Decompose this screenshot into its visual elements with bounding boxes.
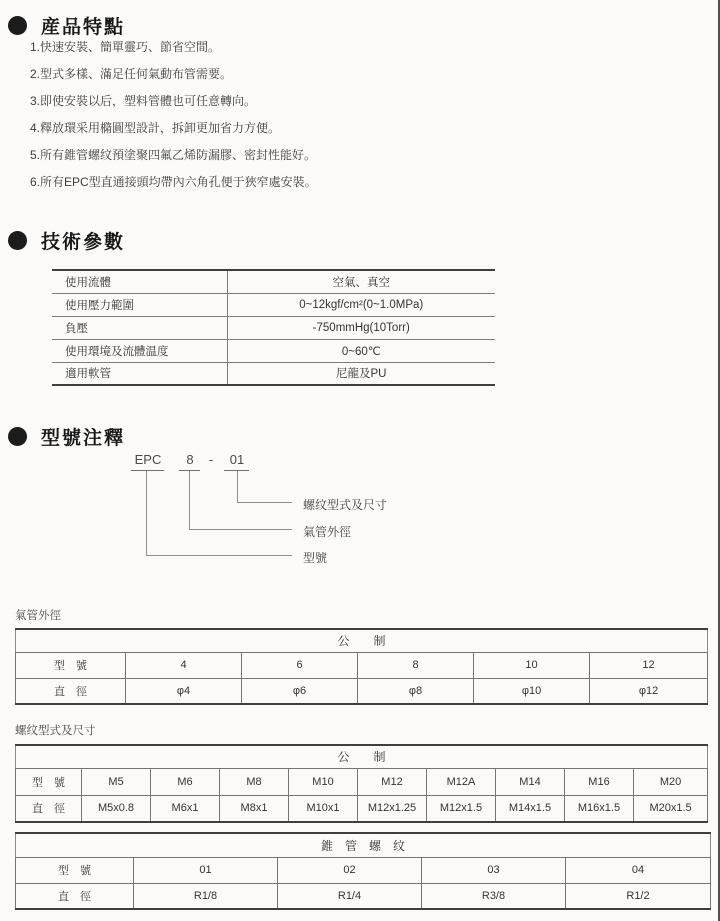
bullet-icon (8, 427, 27, 446)
table-cell: M5x0.8 (82, 795, 151, 822)
table-cell: φ8 (358, 678, 474, 704)
table-cell: M10 (289, 768, 358, 795)
thread-table (15, 744, 708, 823)
param-label: 負壓 (52, 316, 227, 339)
param-label: 使用壓力範圍 (52, 293, 227, 316)
table-cell: M6 (151, 768, 220, 795)
model-code-dash: - (208, 452, 214, 467)
param-label: 適用軟管 (52, 362, 227, 385)
table-cell: M14x1.5 (496, 795, 565, 822)
feature-item: 4.釋放環采用橢圓型設計，拆卸更加省力方便。 (30, 121, 281, 135)
table-row (16, 745, 708, 768)
table-cell: M12 (358, 768, 427, 795)
table-row (52, 270, 495, 293)
table-cell: 03 (422, 857, 566, 883)
table-cell: φ6 (242, 678, 358, 704)
table-cell: φ12 (590, 678, 708, 704)
table-cell: φ10 (474, 678, 590, 704)
feature-item: 1.快速安裝、簡單靈巧、節省空間。 (30, 40, 221, 54)
connector-line (189, 471, 190, 529)
param-value: -750mmHg(10Torr) (227, 316, 495, 339)
table-row (16, 629, 708, 652)
row-header: 直 徑 (16, 883, 134, 909)
table-cell: 4 (126, 652, 242, 678)
connector-line (237, 471, 238, 502)
table-cell: R1/8 (134, 883, 278, 909)
table-cell: M16x1.5 (565, 795, 634, 822)
table-row (16, 678, 708, 704)
param-value: 尼龍及PU (336, 368, 387, 381)
table-cell: M12x1.25 (358, 795, 427, 822)
table-cell: M8 (220, 768, 289, 795)
table-cell: 04 (566, 857, 711, 883)
param-value: 0~60℃ (227, 339, 495, 362)
diagram-label-model: 型號 (303, 551, 328, 565)
features-list (30, 41, 317, 203)
group-header: 公 制 (16, 745, 708, 768)
tube-od-table (15, 628, 708, 705)
row-header: 型 號 (16, 652, 126, 678)
model-code-size: 8 (186, 452, 194, 467)
table-cell: M10x1 (289, 795, 358, 822)
model-code-thread: 01 (229, 452, 245, 467)
table-row (52, 293, 495, 316)
section-title: 型號注釋 (41, 428, 126, 449)
table-cell: R3/8 (422, 883, 566, 909)
table-cell: 12 (590, 652, 708, 678)
feature-item: 2.型式多樣、滿足任何氣動布管需要。 (30, 67, 233, 81)
table-cell: M8x1 (220, 795, 289, 822)
param-label: 使用流體 (52, 270, 227, 293)
table-row (52, 362, 495, 385)
taper-thread-table (15, 832, 711, 910)
underline (131, 470, 164, 471)
row-header: 直 徑 (16, 795, 82, 822)
table-cell: M5 (82, 768, 151, 795)
section-header-params (8, 227, 125, 254)
model-code-prefix: EPC (134, 452, 162, 467)
table-cell: M6x1 (151, 795, 220, 822)
table-cell: 02 (278, 857, 422, 883)
table-cell: 01 (134, 857, 278, 883)
table-row (16, 652, 708, 678)
connector-line (189, 529, 292, 530)
table-cell: M20 (634, 768, 708, 795)
table-row (16, 795, 708, 822)
table-cell: 10 (474, 652, 590, 678)
table-cell: M20x1.5 (634, 795, 708, 822)
diagram-label-tube: 氣管外徑 (303, 525, 352, 539)
table-cell: 6 (242, 652, 358, 678)
table-row (16, 833, 711, 857)
row-header: 型 號 (16, 768, 82, 795)
table-caption-thread: 螺纹型式及尺寸 (15, 725, 96, 737)
table-row (16, 768, 708, 795)
bullet-icon (8, 16, 27, 35)
feature-item: 6.所有EPC型直通接頭均帶內六角孔便于狹窄處安裝。 (30, 175, 317, 189)
connector-line (146, 471, 147, 555)
param-value: 空氣、真空 (227, 270, 495, 293)
table-cell: M16 (565, 768, 634, 795)
bullet-icon (8, 231, 27, 250)
param-value: 0~12kgf/cm²(0~1.0MPa) (227, 293, 495, 316)
section-header-model (8, 423, 125, 450)
table-row (52, 316, 495, 339)
group-header: 錐 管 螺 纹 (16, 833, 711, 857)
table-cell: R1/4 (278, 883, 422, 909)
table-row (16, 883, 711, 909)
table-row (16, 857, 711, 883)
table-cell: M12A (427, 768, 496, 795)
table-cell: M14 (496, 768, 565, 795)
table-caption-tube-od: 氣管外徑 (15, 610, 61, 622)
row-header: 直 徑 (16, 678, 126, 704)
table-cell: R1/2 (566, 883, 711, 909)
group-header: 公 制 (16, 629, 708, 652)
param-label: 使用環境及流體温度 (52, 339, 227, 362)
table-cell: 8 (358, 652, 474, 678)
table-cell: M12x1.5 (427, 795, 496, 822)
diagram-label-thread: 螺纹型式及尺寸 (303, 498, 388, 512)
feature-item: 3.即使安裝以后，塑料管體也可任意轉向。 (30, 94, 257, 108)
table-cell: φ4 (126, 678, 242, 704)
row-header: 型 號 (16, 857, 134, 883)
connector-line (146, 555, 292, 556)
table-row (52, 339, 495, 362)
section-title: 産品特點 (41, 17, 126, 38)
feature-item: 5.所有錐管螺纹預塗聚四氟乙烯防漏膠、密封性能好。 (30, 148, 317, 162)
connector-line (237, 502, 292, 503)
section-header-features (8, 12, 125, 39)
section-title: 技術參數 (41, 232, 126, 253)
tech-params-table (52, 269, 495, 386)
